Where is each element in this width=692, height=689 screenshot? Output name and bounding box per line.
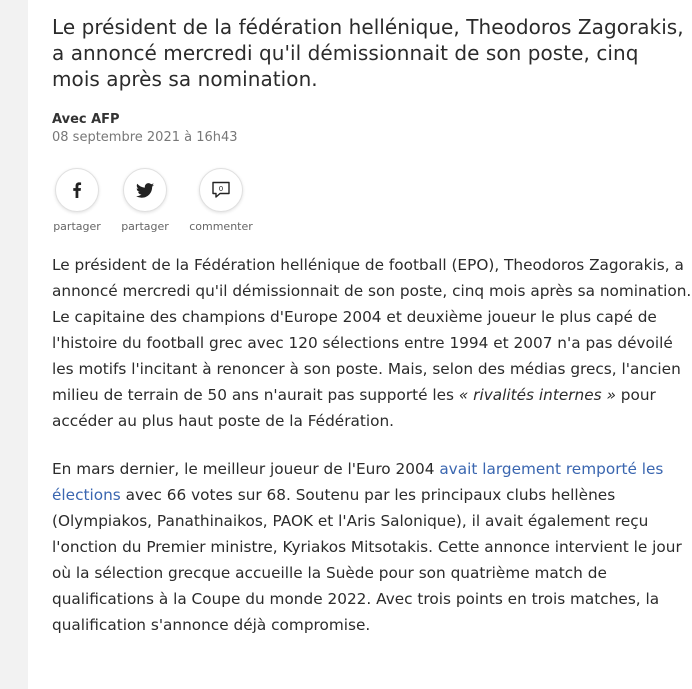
share-facebook-label: partager: [53, 220, 101, 233]
share-facebook-button[interactable]: [52, 168, 102, 234]
twitter-icon: [136, 183, 154, 198]
byline: [52, 111, 692, 147]
article-body: [52, 252, 692, 638]
comment-icon-circle[interactable]: [199, 168, 243, 212]
share-twitter-button[interactable]: [120, 168, 170, 234]
share-twitter-label: partager: [121, 220, 169, 233]
quote-emphasis: « rivalités internes »: [458, 386, 616, 404]
article-paragraph-2: En mars dernier, le meilleur joueur de l'Euro 2004 avait largement remporté les élections avec 66 votes sur 68. Soutenu par les principaux clubs hellènes (Olympiakos, Panathinaikos, PAOK et l'Aris Salonique), il avait également reçu l'onction du Premier ministre, Kyriakos Mitsotakis. Cette annonce intervient le jour où la sélection grecque accueille la Suède pour son quatrième match de qualifications à la Coupe du monde 2022. Avec trois points en trois matches, la qualification s'annonce déjà compromise.: [52, 460, 682, 634]
article-inner: [28, 0, 692, 638]
comment-count: 0: [218, 185, 224, 193]
twitter-icon-circle[interactable]: [123, 168, 167, 212]
share-bar: [52, 168, 692, 234]
article-author: Avec AFP: [52, 112, 120, 127]
comment-icon: [211, 180, 231, 200]
article-date: 08 septembre 2021 à 16h43: [52, 130, 238, 145]
comment-button[interactable]: [188, 168, 254, 234]
elections-link[interactable]: avait largement remporté les élections: [52, 460, 664, 504]
article-paragraph-1: Le président de la Fédération hellénique de football (EPO), Theodoros Zagorakis, a annoncé mercredi qu'il démissionnait de son poste, cinq mois après sa nomination. Le capitaine des champions d'Europe 2004 et deuxième joueur le plus capé de l'histoire du football grec avec 120 sélections entre 1994 et 2007 n'a pas dévoilé les motifs l'incitant à renoncer à son poste. Mais, selon des médias grecs, l'ancien milieu de terrain de 50 ans n'aurait pas supporté les « rivalités internes » pour accéder au plus haut poste de la Fédération.: [52, 256, 692, 430]
article-container: [28, 0, 692, 689]
article-lead: Le président de la fédération hellénique, Theodoros Zagorakis, a annoncé mercredi qu'il démissionnait de son poste, cinq mois après sa nomination.: [52, 15, 684, 91]
facebook-icon-circle[interactable]: [55, 168, 99, 212]
comment-label: commenter: [189, 220, 253, 233]
facebook-icon: [70, 182, 84, 198]
